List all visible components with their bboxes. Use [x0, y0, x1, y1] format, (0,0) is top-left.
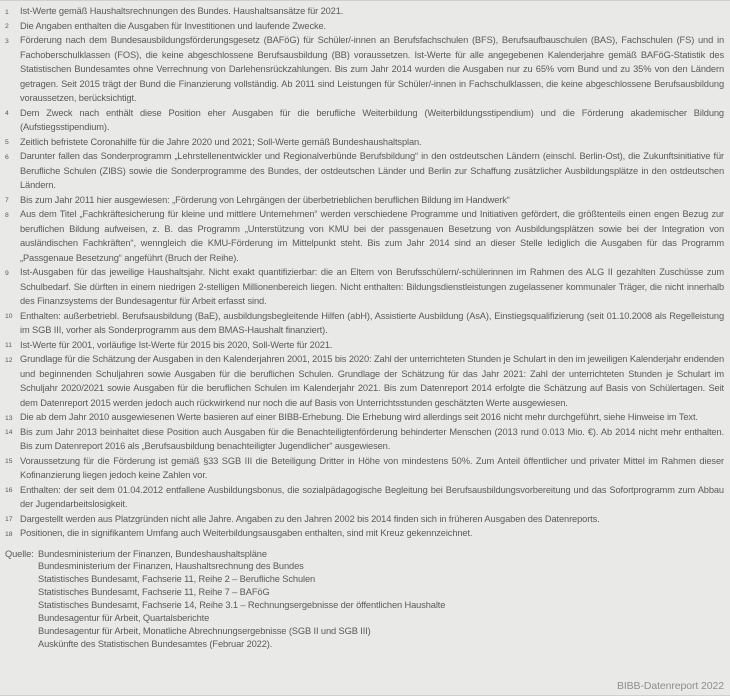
- footnote-marker: 7: [5, 197, 9, 204]
- footnote-text: Dem Zweck nach enthält diese Position eher Ausgaben für die berufliche Weiterbildung (Weiterbildungsstipendium) und die Förderung akademischer Bildung (Aufstiegsstipendium).: [20, 107, 724, 132]
- footnote-text: Bis zum Jahr 2011 hier ausgewiesen: „Förderung von Lehrgängen der überbetrieblichen beruflichen Bildung im Handwerk“: [20, 194, 510, 205]
- footnote: [0, 454, 724, 483]
- footnote-marker: 4: [5, 110, 9, 117]
- footnote-marker: 8: [5, 211, 9, 219]
- footnote: [0, 265, 724, 309]
- footnote-text: Förderung nach dem Bundesausbildungsförderungsgesetz (BAFöG) für Schüler/-innen an Berufsfachschulen (BFS), Berufsaufbauschulen (BAS), Fachschulen (FS) und in Fachoberschulklassen (FOS), die keine abgeschlossene Berufsausbildung (BB) voraussetzen. Ist-Werte für alle angegebenen Kalenderjahre gemäß BAFöG-Statistik des Statistischen Bundesamtes ohne Verrechnung von Darlehensrückzahlungen. Bis zum Jahr 2014 wurden die Ausgaben nur zu 65% vom Bund und zu 35% von den Ländern getragen. Seit 2015 trägt der Bund die Finanzierung vollständig. Ab 2011 sind Leistungen für Schüler/-innen in Fachschulklassen, die keine abgeschlossene Berufsausbildung voraussetzen, berücksichtigt.: [20, 35, 724, 103]
- source-line: Bundesagentur für Arbeit, Quartalsberichte: [38, 613, 210, 624]
- footnote-text: Aus dem Titel „Fachkräftesicherung für kleine und mittlere Unternehmen“ werden verschiedene Programme und Initiativen gefördert, die größtenteils einen engen Bezug zur beruflichen Bildung aufweisen, z. B. das Programm „Unterstützung von KMU bei der passgenauen Besetzung von Ausbildungsplätzen sowie bei der Integration von ausländischen Fachkräften“, wenngleich die KMU-Förderung im Mittelpunkt steht. Bis zum Jahr 2014 sind an dieser Stelle lediglich die Ausgaben für das Programm „Passgenaue Besetzung“ angeführt (Bruch der Reihe).: [20, 209, 724, 263]
- footnote: [0, 4, 724, 19]
- footnote: [0, 352, 724, 410]
- footnote-marker: 3: [5, 37, 9, 45]
- footnote-marker: 15: [5, 458, 13, 465]
- footnote-text: Bis zum Jahr 2013 beinhaltet diese Position auch Ausgaben für die Benachteiligtenförderung behinderter Menschen (2013 rund 0.013 Mio. €). Ab 2014 nicht mehr enthalten. Bis zum Datenreport 2016 als „Berufsausbildung benachteiligter Jugendlicher“ ausgewiesen.: [20, 426, 724, 451]
- footnote-marker: 9: [5, 269, 9, 277]
- footnote-marker: 17: [5, 516, 13, 523]
- footnote: [0, 33, 724, 106]
- footnote-text: Enthalten: der seit dem 01.04.2012 entfallene Ausbildungsbonus, die sozialpädagogische Begleitung bei Berufsausbildungsvorbereitung und das Sofortprogramm zum Abbau der Jugendarbeitslosigkeit.: [20, 484, 724, 509]
- footnote-marker: 18: [5, 530, 13, 538]
- footnote: [0, 207, 724, 265]
- footnote: [0, 526, 724, 541]
- footnote-marker: 10: [5, 313, 13, 320]
- footnote-text: Enthalten: außerbetriebl. Berufsausbildung (BaE), ausbildungsbegleitende Hilfen (abH), Assistierte Ausbildung (AsA), Einstiegsqualifizierung (seit 01.10.2008 als Regelleistung im SGB III, vorher als Sonderprogramm aus dem BMAS-Haushalt finanziert).: [20, 310, 724, 335]
- source-line: Statistisches Bundesamt, Fachserie 14, Reihe 3.1 – Rechnungsergebnisse der öffentlichen Haushalte: [38, 600, 446, 611]
- footnote-marker: 12: [5, 356, 13, 364]
- source-line: Bundesministerium der Finanzen, Haushaltsrechnung des Bundes: [38, 561, 304, 572]
- source-line: Auskünfte des Statistischen Bundesamtes (Februar 2022).: [38, 638, 273, 649]
- footnote: [0, 483, 724, 512]
- footnote: [0, 193, 724, 208]
- footnote: [0, 135, 724, 150]
- footnote-text: Ist-Werte für 2001, vorläufige Ist-Werte für 2015 bis 2020, Soll-Werte für 2021.: [20, 339, 333, 350]
- footnote-marker: 2: [5, 23, 9, 30]
- footnote-marker: 6: [5, 153, 9, 161]
- footnote-text: Ist-Ausgaben für das jeweilige Haushaltsjahr. Nicht exakt quantifizierbar: die an Eltern von Berufsschülern/-schülerinnen im Rahmen des ALG II gezahlten Zuschüsse zum Schulbedarf. Sie dürften in einem niedrigen 2-stelligen Millionenbereich liegen. Nicht enthalten: Bildungsdienstleistungen zugelassener kommunaler Träger, die nicht innerhalb des Finanzsystems der Bundesagentur für Arbeit erfasst sind.: [20, 267, 724, 306]
- footnote: [0, 410, 724, 425]
- footnote-text: Voraussetzung für die Förderung ist gemäß §33 SGB III die Beteiligung Dritter in Höhe von mindestens 50%. Zum Anteil öffentlicher und privater Mittel im Rahmen dieser Kofinanzierung liegen jedoch keine Zahlen vor.: [20, 455, 724, 480]
- footnote-text: Die Angaben enthalten die Ausgaben für Investitionen und laufende Zwecke.: [20, 20, 327, 31]
- footnote-text: Grundlage für die Schätzung der Ausgaben in den Kalenderjahren 2001, 2015 bis 2020: Zahl der unterrichteten Stunden je Schulart in den im jeweiligen Kalenderjahr endenden und beginnenden Schuljahren sowie Ausgaben für die beruflichen Schulen. Grundlage der Schätzung für das Jahr 2021: Zahl der unterrichteten Stunden je Schulart im Schuljahr 2020/2021 sowie Ausgaben für die beruflichen Schulen im Kalenderjahr 2021. Bis zum Datenreport 2014 erfolgte die Schätzung auf Basis von Schülertagen. Seit dem Datenreport 2015 werden jedoch auch rückwirkend nur noch die auf Basis von Unterrichtsstunden geschätzten Werte ausgewiesen.: [20, 354, 724, 408]
- source-line: Statistisches Bundesamt, Fachserie 11, Reihe 2 – Berufliche Schulen: [38, 574, 316, 585]
- brand-label: BIBB-Datenreport 2022: [616, 680, 724, 692]
- footnote-marker: 11: [5, 342, 13, 349]
- footnote: [0, 106, 724, 135]
- footnote-marker: 5: [5, 139, 9, 146]
- footnotes-page: [0, 1, 730, 651]
- source-block: [0, 548, 724, 651]
- footnote-text: Dargestellt werden aus Platzgründen nicht alle Jahre. Angaben zu den Jahren 2002 bis 2014 finden sich in früheren Ausgaben des Datenreports.: [20, 513, 600, 524]
- footnote-text: Positionen, die in signifikantem Umfang auch Weiterbildungsausgaben enthalten, sind mit Kreuz gekennzeichnet.: [20, 528, 473, 538]
- footnote: [0, 338, 724, 353]
- footnote: [0, 149, 724, 193]
- source-line: Statistisches Bundesamt, Fachserie 11, Reihe 7 – BAFöG: [38, 587, 270, 598]
- footnote-text: Darunter fallen das Sonderprogramm „Lehrstellenentwickler und Regionalverbünde Berufsbildung“ in den ostdeutschen Ländern (einschl. Berlin-Ost), die Zukunftsinitiative für Berufliche Schulen (ZIBS) sowie die Sonderprogramme des Bundes, der ostdeutschen Länder und Berlin zur Schaffung zusätzlicher Ausbildungsplätze in den ostdeutschen Ländern.: [20, 151, 724, 190]
- footnote-marker: 1: [5, 8, 9, 16]
- footnote-text: Ist-Werte gemäß Haushaltsrechnungen des Bundes. Haushaltsansätze für 2021.: [20, 6, 344, 16]
- source-line: Bundesministerium der Finanzen, Bundeshaushaltspläne: [38, 548, 267, 559]
- footnote-marker: 14: [5, 429, 13, 436]
- footnote-marker: 16: [5, 487, 13, 494]
- footnote-text: Die ab dem Jahr 2010 ausgewiesenen Werte basieren auf einer BIBB-Erhebung. Die Erhebung wird allerdings seit 2016 nicht mehr durchgeführt, siehe Hinweise im Text.: [20, 412, 698, 422]
- footnote-marker: 13: [5, 414, 13, 422]
- footnote: [0, 512, 724, 527]
- footnotes-list: [0, 4, 724, 541]
- footnote: [0, 425, 724, 454]
- footnote-text: Zeitlich befristete Coronahilfe für die Jahre 2020 und 2021; Soll-Werte gemäß Bundeshaushaltsplan.: [20, 136, 422, 147]
- source-label: Quelle:: [5, 548, 34, 559]
- source-line: Bundesagentur für Arbeit, Monatliche Abrechnungsergebnisse (SGB II und SGB III): [38, 625, 371, 636]
- footnote: [0, 19, 724, 34]
- footnote: [0, 309, 724, 338]
